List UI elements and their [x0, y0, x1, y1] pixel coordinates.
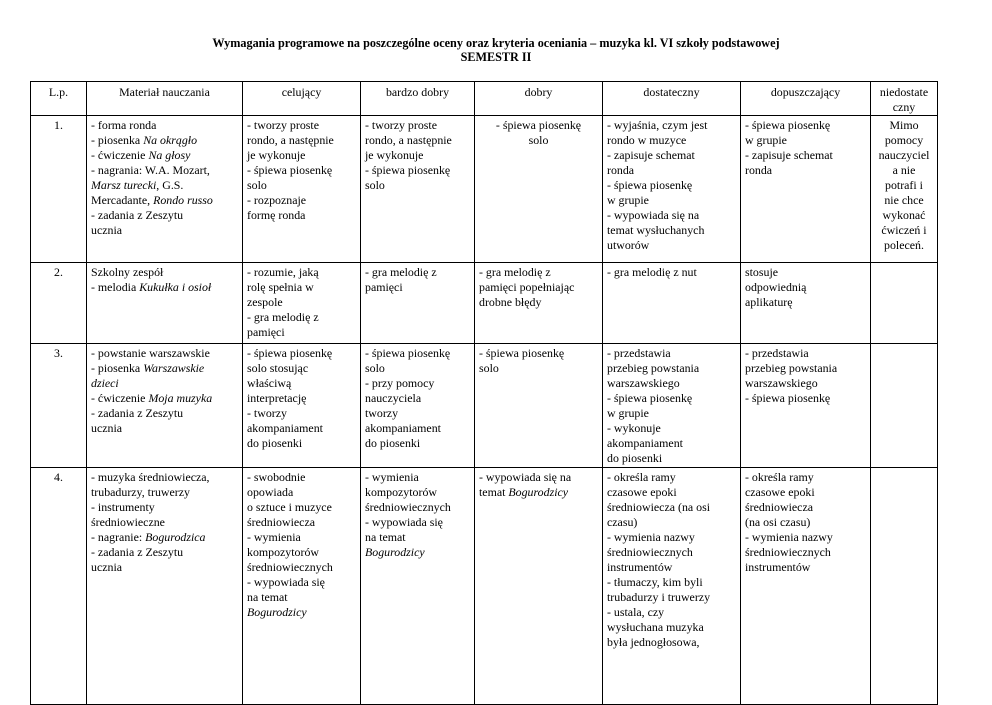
cell-text: kompozytorów: [247, 545, 319, 559]
cell-line: [365, 500, 470, 515]
cell-text: - muzyka średniowiecza,: [91, 470, 210, 484]
cell-line: temat wysłuchanych: [607, 223, 705, 237]
cell-text: opowiada: [247, 485, 294, 499]
celujacy-cell: [243, 116, 361, 263]
cell-line: trubadurzy i truwerzy: [607, 590, 711, 604]
cell-line: [91, 515, 238, 530]
cell-line: [91, 178, 238, 193]
cell-line: nauczyciel: [878, 148, 930, 162]
cell-text: temat: [479, 485, 509, 499]
cell-line: tworzy: [365, 406, 399, 420]
niedostateczny-cell: [871, 263, 938, 344]
cell-line: [91, 265, 238, 280]
cell-italic-title: Bogurodzica: [145, 530, 206, 544]
cell-line: odpowiednią: [745, 280, 807, 294]
cell-line: - gra melodię z: [365, 265, 437, 279]
cell-text: - wymienia: [365, 470, 419, 484]
cell-line: przebieg powstania: [607, 361, 700, 375]
title-line-2: SEMESTR II: [460, 50, 532, 64]
cell-line: rondo w muzyce: [607, 133, 687, 147]
cell-line: [91, 118, 238, 133]
cell-italic-title: Marsz turecki: [91, 178, 157, 192]
cell-line: [247, 500, 356, 515]
cell-line: (na osi czasu): [745, 515, 811, 529]
document-title: [0, 36, 992, 64]
bardzo-dobry-cell: [361, 468, 475, 705]
cell-line: - tworzy: [247, 406, 287, 420]
cell-line: - rozpoznaje: [247, 193, 307, 207]
cell-text: - melodia: [91, 280, 140, 294]
cell-text: - zadania z Zeszytu: [91, 545, 184, 559]
cell-text: - swobodnie: [247, 470, 306, 484]
cell-line: [247, 590, 356, 605]
cell-line: a nie: [892, 163, 916, 177]
niedostateczny-cell: [871, 468, 938, 705]
niedostateczny-cell: [871, 344, 938, 468]
material-cell: [87, 116, 243, 263]
cell-text: - wypowiada się: [247, 575, 325, 589]
header-bardzo-dobry: bardzo dobry: [361, 82, 475, 116]
cell-line: [91, 560, 238, 575]
cell-line: [91, 406, 238, 421]
cell-line: [91, 361, 238, 376]
cell-line: [365, 485, 470, 500]
cell-text: ucznia: [91, 560, 123, 574]
header-lp: L.p.: [31, 82, 87, 116]
cell-line: średniowiecznych: [607, 545, 693, 559]
cell-line: - przedstawia: [607, 346, 671, 360]
dostateczny-cell: [603, 344, 741, 468]
cell-line: - śpiewa piosenkę: [365, 346, 451, 360]
cell-line: pomocy: [884, 133, 924, 147]
dobry-cell: [475, 263, 603, 344]
cell-line: nie chce: [884, 193, 924, 207]
cell-line: - przedstawia: [745, 346, 809, 360]
cell-line: [247, 485, 356, 500]
cell-line: - śpiewa piosenkę: [247, 346, 333, 360]
cell-text: - wypowiada się: [365, 515, 443, 529]
header-dostateczny: dostateczny: [603, 82, 741, 116]
cell-line: - śpiewa piosenkę: [607, 391, 693, 405]
cell-line: - gra melodię z: [479, 265, 551, 279]
cell-italic-title: Bogurodzicy: [247, 605, 307, 619]
cell-line: stosuje: [745, 265, 779, 279]
table-row: [31, 116, 938, 263]
cell-line: - gra melodię z: [247, 310, 319, 324]
cell-line: [247, 575, 356, 590]
cell-line: [91, 376, 238, 391]
cell-line: do piosenki: [247, 436, 303, 450]
cell-italic-title: Warszawskie: [143, 361, 205, 375]
cell-line: - określa ramy: [745, 470, 814, 484]
cell-line: warszawskiego: [607, 376, 680, 390]
cell-text: - piosenka: [91, 133, 144, 147]
cell-text: - ćwiczenie: [91, 148, 149, 162]
row-number-cell: 1.: [31, 116, 87, 263]
cell-line: - śpiewa piosenkę: [745, 118, 831, 132]
cell-line: [479, 485, 598, 500]
dopuszczajacy-cell: [741, 468, 871, 705]
celujacy-cell: [243, 344, 361, 468]
cell-line: - wykonuje: [607, 421, 661, 435]
cell-line: [91, 421, 238, 436]
cell-line: solo: [365, 178, 385, 192]
cell-line: utworów: [607, 238, 650, 252]
table-row: [31, 263, 938, 344]
cell-line: - rozumie, jaką: [247, 265, 319, 279]
cell-line: [247, 545, 356, 560]
cell-line: - wyjaśnia, czym jest: [607, 118, 708, 132]
cell-line: - wypowiada się na: [607, 208, 700, 222]
header-material: Materiał nauczania: [87, 82, 243, 116]
cell-line: akompaniament: [607, 436, 683, 450]
cell-italic-title: Na głosy: [148, 148, 191, 162]
cell-line: - tworzy proste: [365, 118, 437, 132]
cell-line: [91, 346, 238, 361]
celujacy-cell: [243, 263, 361, 344]
cell-line: średniowiecza (na osi: [607, 500, 711, 514]
cell-line: - śpiewa piosenkę: [607, 178, 693, 192]
cell-line: [365, 515, 470, 530]
cell-line: [247, 470, 356, 485]
dostateczny-cell: [603, 116, 741, 263]
cell-italic-title: Moja muzyka: [148, 391, 213, 405]
cell-line: w grupie: [745, 133, 787, 147]
cell-text: średniowiecza: [247, 515, 316, 529]
cell-line: ronda: [745, 163, 773, 177]
row-number-cell: 2.: [31, 263, 87, 344]
cell-line: [91, 148, 238, 163]
cell-line: Mimo: [889, 118, 919, 132]
celujacy-cell: [243, 468, 361, 705]
cell-line: - określa ramy: [607, 470, 676, 484]
cell-line: przebieg powstania: [745, 361, 838, 375]
cell-line: - przy pomocy: [365, 376, 435, 390]
cell-line: pamięci: [247, 325, 285, 339]
cell-line: interpretację: [247, 391, 307, 405]
cell-line: - zapisuje schemat: [745, 148, 833, 162]
dopuszczajacy-cell: [741, 116, 871, 263]
cell-line: do piosenki: [365, 436, 421, 450]
cell-line: solo: [247, 178, 267, 192]
cell-text: Mercadante,: [91, 193, 154, 207]
cell-line: [91, 530, 238, 545]
cell-text: - ćwiczenie: [91, 391, 149, 405]
material-cell: [87, 468, 243, 705]
cell-line: solo: [528, 133, 549, 147]
cell-line: [91, 163, 238, 178]
cell-line: [247, 605, 356, 620]
cell-text: na temat: [365, 530, 406, 544]
cell-line: - wymienia nazwy: [745, 530, 833, 544]
cell-line: czasu): [607, 515, 638, 529]
cell-line: [91, 485, 238, 500]
header-niedostateczny-line-2: czny: [892, 100, 916, 114]
cell-italic-title: Na okrągło: [143, 133, 198, 147]
cell-text: kompozytorów: [365, 485, 437, 499]
cell-line: [91, 223, 238, 238]
title-line-1: Wymagania programowe na poszczególne oceny oraz kryteria oceniania – muzyka kl. VI szkoły podstawowej: [212, 36, 780, 50]
dostateczny-cell: [603, 468, 741, 705]
cell-line: [91, 545, 238, 560]
cell-line: instrumentów: [745, 560, 811, 574]
cell-text: - zadania z Zeszytu: [91, 208, 184, 222]
cell-line: akompaniament: [247, 421, 323, 435]
niedostateczny-cell: [871, 116, 938, 263]
cell-italic-title: Bogurodzicy: [365, 545, 425, 559]
cell-line: - śpiewa piosenkę: [745, 391, 831, 405]
bardzo-dobry-cell: [361, 344, 475, 468]
cell-line: [91, 133, 238, 148]
cell-text: średniowieczne: [91, 515, 165, 529]
cell-line: właściwą: [247, 376, 292, 390]
cell-line: - ustala, czy: [607, 605, 665, 619]
cell-line: [365, 530, 470, 545]
cell-line: [91, 391, 238, 406]
cell-line: była jednogłosowa,: [607, 635, 700, 649]
cell-line: zespole: [247, 295, 283, 309]
cell-line: - tworzy proste: [247, 118, 319, 132]
cell-line: solo: [365, 361, 385, 375]
cell-line: pamięci popełniając: [479, 280, 575, 294]
header-niedostateczny: [871, 82, 938, 116]
cell-text: - nagranie:: [91, 530, 146, 544]
cell-line: je wykonuje: [365, 148, 424, 162]
cell-line: wykonać: [882, 208, 926, 222]
cell-line: ćwiczeń i: [881, 223, 927, 237]
cell-line: [91, 193, 238, 208]
cell-text: Szkolny zespół: [91, 265, 164, 279]
cell-line: czasowe epoki: [745, 485, 815, 499]
cell-italic-title: dzieci: [91, 376, 119, 390]
material-cell: [87, 344, 243, 468]
cell-line: średniowiecza: [745, 500, 814, 514]
cell-line: [91, 208, 238, 223]
cell-text: ucznia: [91, 421, 123, 435]
cell-line: [247, 530, 356, 545]
cell-text: - forma ronda: [91, 118, 157, 132]
cell-line: [91, 470, 238, 485]
dostateczny-cell: [603, 263, 741, 344]
cell-text: o sztuce i muzyce: [247, 500, 332, 514]
dobry-cell: [475, 116, 603, 263]
cell-line: aplikaturę: [745, 295, 793, 309]
cell-line: - wymienia nazwy: [607, 530, 695, 544]
cell-line: - śpiewa piosenkę: [495, 118, 582, 132]
cell-line: [247, 560, 356, 575]
cell-text: trubadurzy, truwerzy: [91, 485, 190, 499]
cell-line: rondo, a następnie: [365, 133, 452, 147]
cell-text: , G.S.: [156, 178, 184, 192]
cell-line: - gra melodię z nut: [607, 265, 697, 279]
row-number-cell: 3.: [31, 344, 87, 468]
cell-line: - śpiewa piosenkę: [247, 163, 333, 177]
cell-line: [365, 545, 470, 560]
table-row: [31, 344, 938, 468]
row-number-cell: 4.: [31, 468, 87, 705]
cell-text: - nagrania: W.A. Mozart,: [91, 163, 210, 177]
cell-text: - wypowiada się na: [479, 470, 572, 484]
cell-text: na temat: [247, 590, 288, 604]
cell-line: potrafi i: [885, 178, 923, 192]
cell-line: w grupie: [607, 406, 649, 420]
cell-text: średniowiecznych: [247, 560, 333, 574]
dobry-cell: [475, 344, 603, 468]
cell-line: solo stosując: [247, 361, 309, 375]
cell-line: - zapisuje schemat: [607, 148, 695, 162]
cell-italic-title: Bogurodzicy: [508, 485, 569, 499]
cell-italic-title: Kukułka i osioł: [139, 280, 212, 294]
header-niedostateczny-line-1: niedostate: [879, 85, 929, 99]
cell-line: je wykonuje: [247, 148, 306, 162]
dobry-cell: [475, 468, 603, 705]
cell-line: [365, 470, 470, 485]
cell-line: [479, 470, 598, 485]
cell-text: - zadania z Zeszytu: [91, 406, 184, 420]
cell-text: - piosenka: [91, 361, 144, 375]
cell-line: akompaniament: [365, 421, 441, 435]
cell-line: [247, 515, 356, 530]
cell-line: [91, 280, 238, 295]
cell-line: nauczyciela: [365, 391, 422, 405]
cell-line: pamięci: [365, 280, 403, 294]
cell-line: solo: [479, 361, 499, 375]
header-celujacy: celujący: [243, 82, 361, 116]
material-cell: [87, 263, 243, 344]
cell-line: do piosenki: [607, 451, 663, 465]
cell-line: instrumentów: [607, 560, 673, 574]
cell-line: - śpiewa piosenkę: [365, 163, 451, 177]
cell-line: rondo, a następnie: [247, 133, 334, 147]
bardzo-dobry-cell: [361, 263, 475, 344]
cell-line: [91, 500, 238, 515]
dopuszczajacy-cell: [741, 263, 871, 344]
cell-italic-title: Rondo russo: [153, 193, 213, 207]
bardzo-dobry-cell: [361, 116, 475, 263]
cell-line: średniowiecznych: [745, 545, 831, 559]
cell-line: ronda: [607, 163, 635, 177]
dopuszczajacy-cell: [741, 344, 871, 468]
cell-line: w grupie: [607, 193, 649, 207]
cell-text: średniowiecznych: [365, 500, 451, 514]
header-dopuszczajacy: dopuszczający: [741, 82, 871, 116]
cell-text: - instrumenty: [91, 500, 155, 514]
table-header-row: [31, 82, 938, 116]
cell-line: formę ronda: [247, 208, 306, 222]
cell-line: wysłuchana muzyka: [607, 620, 704, 634]
cell-text: - wymienia: [247, 530, 301, 544]
cell-line: warszawskiego: [745, 376, 818, 390]
cell-line: drobne błędy: [479, 295, 542, 309]
cell-text: - powstanie warszawskie: [91, 346, 210, 360]
cell-line: rolę spełnia w: [247, 280, 314, 294]
cell-line: - tłumaczy, kim byli: [607, 575, 703, 589]
cell-line: - śpiewa piosenkę: [479, 346, 565, 360]
requirements-table: [30, 81, 938, 705]
cell-text: ucznia: [91, 223, 123, 237]
header-dobry: dobry: [475, 82, 603, 116]
cell-line: czasowe epoki: [607, 485, 677, 499]
table-row: [31, 468, 938, 705]
cell-line: poleceń.: [884, 238, 924, 252]
